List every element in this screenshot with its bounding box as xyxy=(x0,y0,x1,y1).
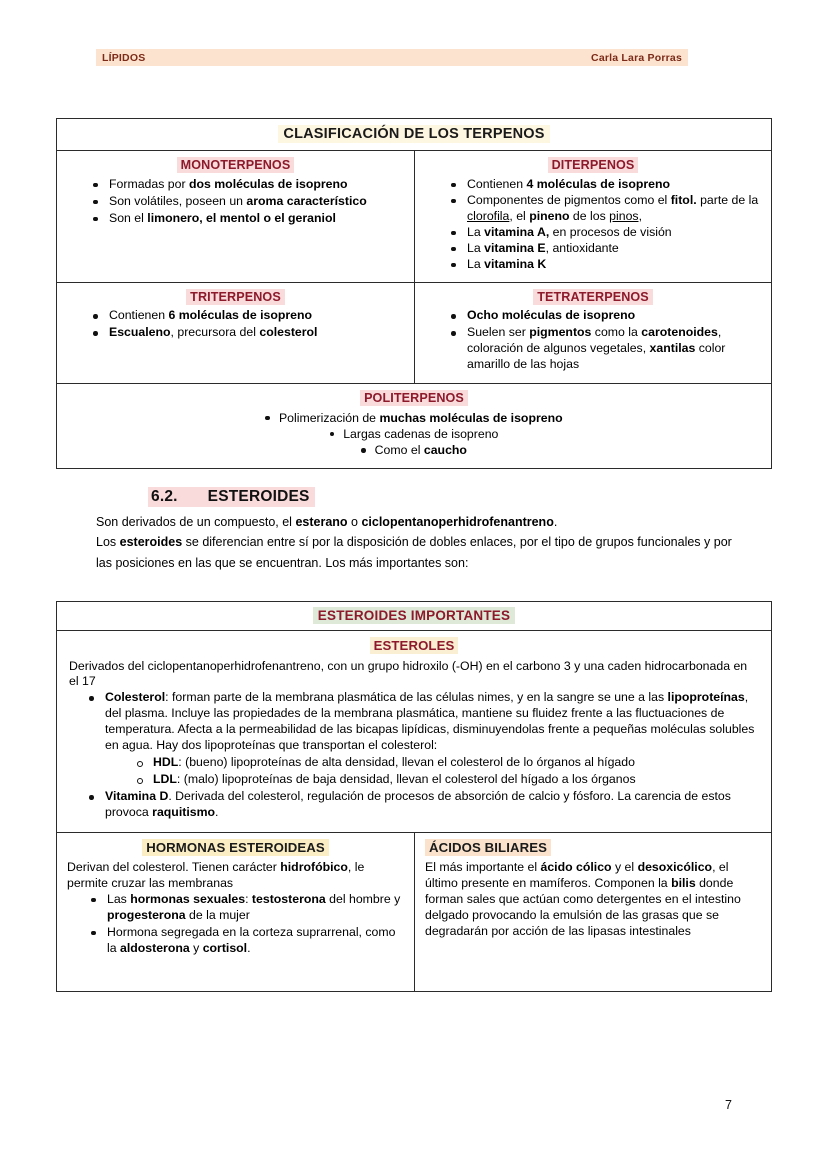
list-item: Suelen ser pigmentos como la carotenoides, coloración de algunos vegetales, xantilas color amarillo de las hojas xyxy=(451,325,761,373)
list-item: Hormona segregada en la corteza suprarrenal, como la aldosterona y cortisol. xyxy=(91,925,404,957)
list-item: Componentes de pigmentos como el fitol. parte de la clorofila, el pineno de los pinos, xyxy=(451,193,761,225)
esteroides-title-row xyxy=(57,602,771,631)
section-title: ESTEROIDES xyxy=(207,488,310,505)
esteroides-table-title: ESTEROIDES IMPORTANTES xyxy=(57,602,771,630)
esteroles-title: ESTEROLES xyxy=(69,638,759,655)
triterpenos-cell xyxy=(57,283,414,384)
esteroles-row xyxy=(57,631,771,833)
esteroides-bottom-row xyxy=(57,833,771,991)
terpenos-table xyxy=(56,118,772,469)
politerpenos-cell xyxy=(57,384,771,467)
section-heading xyxy=(148,488,315,506)
diterpenos-list xyxy=(425,177,761,273)
esteroles-list xyxy=(69,690,759,754)
paragraph: Son derivados de un compuesto, el esterano o ciclopentanoperhidrofenantreno. xyxy=(96,515,558,529)
acidos-biliares-title: ÁCIDOS BILIARES xyxy=(425,840,761,857)
bullet-icon xyxy=(330,432,335,437)
terpenos-row-1 xyxy=(57,151,771,283)
hormonas-intro: Derivan del colesterol. Tienen carácter hidrofóbico, le permite cruzar las membranas xyxy=(67,859,365,890)
list-item: La vitamina A, en procesos de visión xyxy=(451,225,761,241)
monoterpenos-title: MONOTERPENOS xyxy=(67,158,404,174)
terpenos-row-2 xyxy=(57,283,771,385)
list-item: Formadas por dos moléculas de isopreno xyxy=(93,177,404,193)
terpenos-row-3 xyxy=(57,384,771,467)
diterpenos-cell xyxy=(414,151,771,282)
paragraph: Los esteroides se diferencian entre sí por la disposición de dobles enlaces, por el tipo de grupos funcionales y por las posiciones en las que se encuentran. Los más importantes son: xyxy=(96,535,732,570)
list-item: La vitamina E, antioxidante xyxy=(451,241,761,257)
esteroides-table xyxy=(56,601,772,992)
esteroles-sublist xyxy=(69,755,759,788)
header-subject: LÍPIDOS xyxy=(102,51,146,64)
running-header xyxy=(96,49,688,66)
monoterpenos-cell xyxy=(57,151,414,282)
list-item: Son el limonero, el mentol o el geraniol xyxy=(93,211,404,227)
list-item: LDL: (malo) lipoproteínas de baja densidad, llevan el colesterol del hígado a los órganos xyxy=(137,772,759,788)
terpenos-title-row xyxy=(57,119,771,151)
hormonas-cell xyxy=(57,833,414,991)
politerpenos-list xyxy=(67,410,761,459)
triterpenos-list xyxy=(67,308,404,341)
acidos-biliares-cell xyxy=(414,833,771,991)
tetraterpenos-cell xyxy=(414,283,771,384)
terpenos-title-cell xyxy=(57,119,771,150)
page-number: 7 xyxy=(725,1098,732,1112)
tetraterpenos-title: TETRATERPENOS xyxy=(425,290,761,306)
esteroles-list-after xyxy=(69,789,759,821)
monoterpenos-list xyxy=(67,177,404,227)
list-item: Polimerización de muchas moléculas de isopreno xyxy=(67,410,761,426)
list-item: Ocho moléculas de isopreno xyxy=(451,308,761,324)
section-number: 6.2. xyxy=(151,488,178,505)
list-item: Colesterol: forman parte de la membrana plasmática de las células nimes, y en la sangre se une a las lipoproteínas, del plasma. Incluye las propiedades de la membrana plasmática, mantiene su fluidez frente a las fluctuaciones de temperatura. Afecta a la permeabilidad de las bicapas lipídicas, disminuyendolas frente a pequeñas moléculas solubles en agua. Hay dos lipoproteínas que transportan el colesterol: xyxy=(89,690,759,754)
bullet-icon xyxy=(265,416,270,421)
list-item: Las hormonas sexuales: testosterona del hombre y progesterona de la mujer xyxy=(91,892,404,924)
header-author: Carla Lara Porras xyxy=(591,51,682,64)
esteroles-cell xyxy=(57,631,771,832)
esteroles-intro: Derivados del ciclopentanoperhidrofenantreno, con un grupo hidroxilo (-OH) en el carbono 3 y una caden hidrocarbonada en el 17 xyxy=(69,658,748,689)
list-item: Vitamina D. Derivada del colesterol, regulación de procesos de absorción de calcio y fósforo. La carencia de estos provoca raquitismo. xyxy=(89,789,759,821)
hormonas-title: HORMONAS ESTEROIDEAS xyxy=(67,840,404,857)
diterpenos-title: DITERPENOS xyxy=(425,158,761,174)
politerpenos-title: POLITERPENOS xyxy=(67,391,761,407)
list-item: Como el caucho xyxy=(67,442,761,458)
list-item: HDL: (bueno) lipoproteínas de alta densidad, llevan el colesterol de lo órganos al hígado xyxy=(137,755,759,771)
triterpenos-title: TRITERPENOS xyxy=(67,290,404,306)
section-paragraphs xyxy=(96,512,736,573)
tetraterpenos-list xyxy=(425,308,761,373)
bullet-icon xyxy=(361,448,366,453)
esteroides-title-cell xyxy=(57,602,771,630)
list-item: Escualeno, precursora del colesterol xyxy=(93,325,404,341)
list-item: Contienen 4 moléculas de isopreno xyxy=(451,177,761,193)
list-item: Contienen 6 moléculas de isopreno xyxy=(93,308,404,324)
list-item: Largas cadenas de isopreno xyxy=(67,426,761,442)
list-item: Son volátiles, poseen un aroma característico xyxy=(93,194,404,210)
acidos-biliares-text: El más importante el ácido cólico y el desoxicólico, el último presente en mamíferos. Componen la bilis donde forman sales que actúan como detergentes en el intestino delgado provocando la emulsión de las grasas que se degradarán por acción de las lipasas intestinales xyxy=(425,859,741,938)
hormonas-list xyxy=(67,892,404,957)
list-item: La vitamina K xyxy=(451,257,761,273)
terpenos-table-title: CLASIFICACIÓN DE LOS TERPENOS xyxy=(57,119,771,150)
